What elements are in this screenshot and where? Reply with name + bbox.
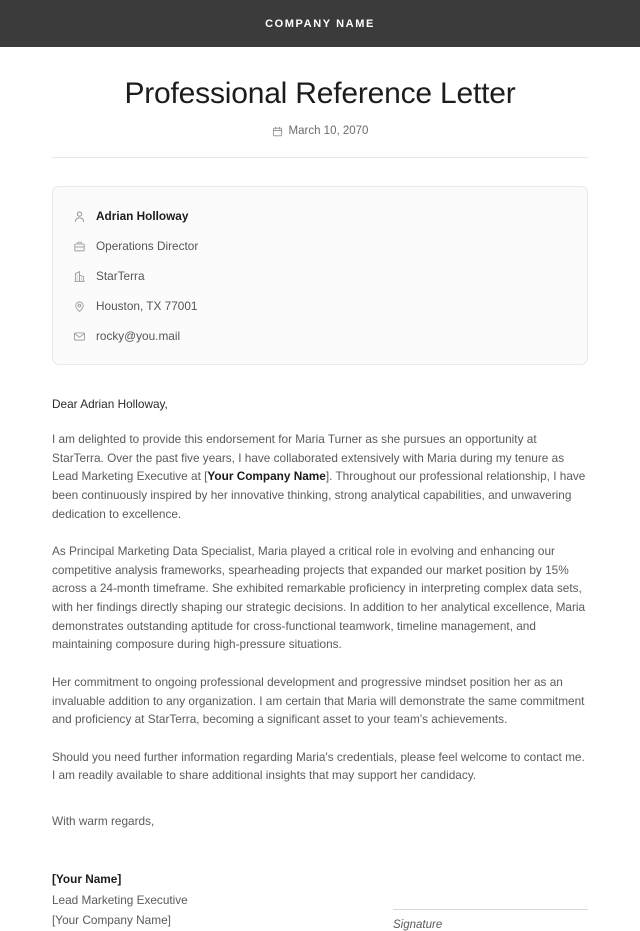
- sender-company: [Your Company Name]: [52, 913, 171, 928]
- sender-name: [Your Name]: [52, 872, 122, 886]
- salutation: Dear Adrian Holloway,: [52, 397, 168, 411]
- page-title: Professional Reference Letter: [124, 77, 516, 110]
- signature-line: [393, 909, 588, 910]
- recipient-title-row: [73, 235, 567, 258]
- building-icon: [73, 270, 86, 283]
- letter-sheet: [0, 47, 640, 931]
- title-divider: [52, 157, 588, 158]
- letter-paragraph-2: As Principal Marketing Data Specialist, Maria played a critical role in evolving and enhancing our competitive analysis frameworks, spearheading projects that expanded our market position by 15% across a 24-month timeframe. She exhibited remarkable proficiency in interpreting complex data sets, with her findings directly shaping our strategic decisions. In addition to her analytical excellence, Maria demonstrates outstanding aptitude for cross-functional teamwork, timeline management, and maintaining composure during high-pressure situations.: [52, 544, 586, 652]
- recipient-name-row: [73, 205, 567, 228]
- paragraph-1-text-lead: I am delighted to provide this endorsement for Maria Turner as she pursues an opportunity at StarTerra. Over the past five years, I have collaborated extensively with Maria during my tenure as Lead Marketing Executive at [: [52, 432, 565, 484]
- recipient-card: [52, 186, 588, 365]
- sender-role: Lead Marketing Executive: [52, 892, 188, 907]
- recipient-title: Operations Director: [96, 238, 199, 253]
- signature-block: [52, 869, 588, 931]
- recipient-location: Houston, TX 77001: [96, 298, 198, 313]
- closing-line: With warm regards,: [52, 814, 155, 828]
- recipient-company-row: [73, 265, 567, 288]
- document-date: [52, 125, 588, 137]
- signature-label: Signature: [393, 918, 443, 931]
- recipient-email-row: [73, 325, 567, 348]
- document-date-text: March 10, 2070: [288, 125, 369, 137]
- company-name: COMPANY NAME: [265, 17, 375, 30]
- recipient-email: rocky@you.mail: [96, 328, 181, 343]
- person-icon: [73, 210, 86, 223]
- recipient-company: StarTerra: [96, 268, 145, 283]
- recipient-name: Adrian Holloway: [96, 208, 189, 223]
- envelope-icon: [73, 330, 86, 343]
- calendar-icon: [272, 126, 283, 137]
- letter-paragraph-3: Her commitment to ongoing professional development and progressive mindset position her as an invaluable addition to any organization. I am certain that Maria will demonstrate the same commitment and proficiency at StarTerra, becoming a significant asset to your team's achievements.: [52, 674, 585, 727]
- letter-paragraph-4: Should you need further information regarding Maria's credentials, please feel welcome to contact me. I am readily available to share additional insights that may support her candidacy.: [52, 749, 585, 783]
- company-header-bar: [0, 0, 640, 47]
- sender-details: [52, 869, 188, 931]
- map-pin-icon: [73, 300, 86, 313]
- recipient-location-row: [73, 295, 567, 318]
- company-name-placeholder: Your Company Name: [207, 469, 326, 484]
- title-section: [52, 47, 588, 158]
- briefcase-icon: [73, 240, 86, 253]
- paragraph-1-text-tail: ]. Throughout our professional relationship, I have been continuously inspired by her innovative thinking, strong analytical capabilities, and unwavering dedication to excellence.: [52, 469, 586, 521]
- signature-field: [393, 909, 588, 931]
- letter-paragraph-1: [52, 430, 588, 523]
